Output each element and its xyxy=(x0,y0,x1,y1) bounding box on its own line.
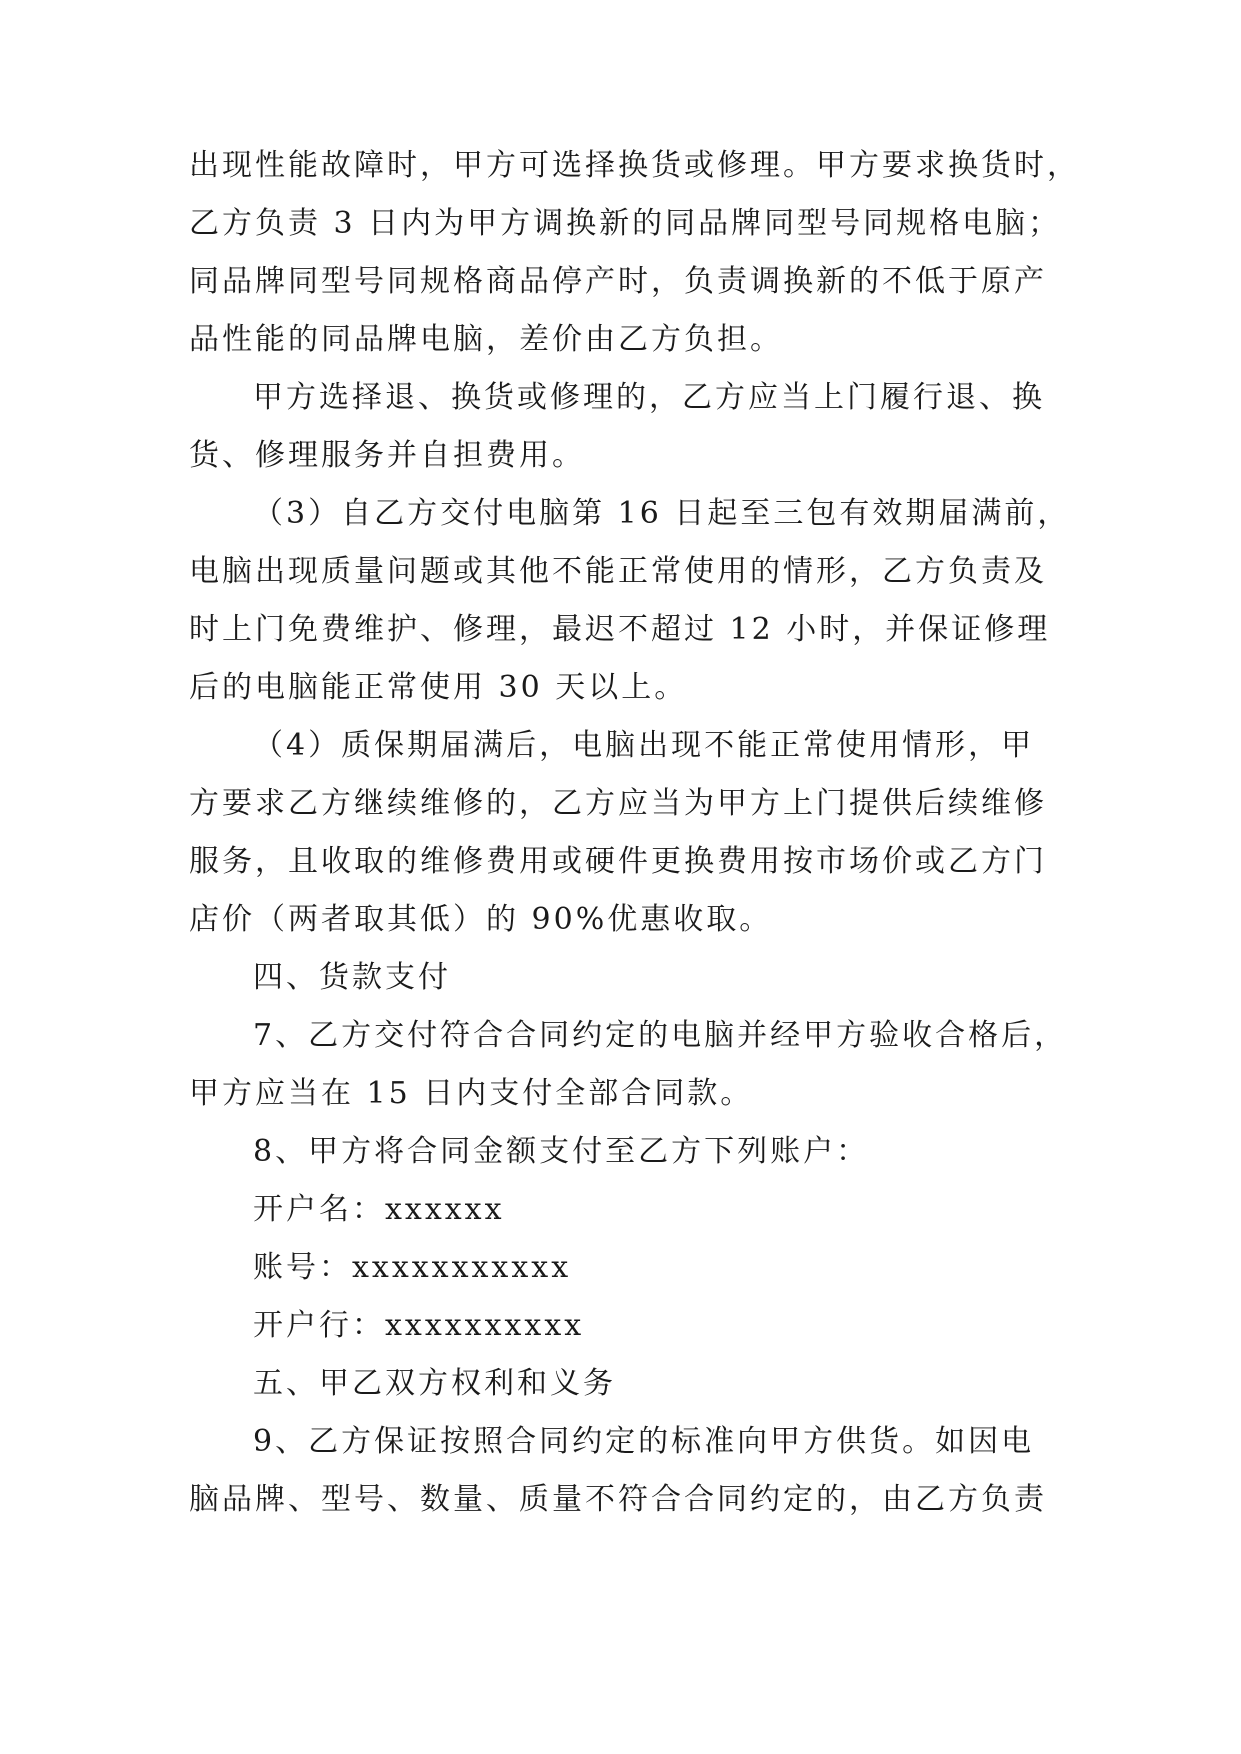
paragraph-start-line: 8、甲方将合同金额支付至乙方下列账户： xyxy=(253,1134,870,1169)
text-line: 脑品牌、型号、数量、质量不符合合同约定的，由乙方负责 xyxy=(189,1482,1047,1517)
paragraph-start-line: 9、乙方保证按照合同约定的标准向甲方供货。如因电 xyxy=(253,1424,1035,1459)
section-heading: 四、货款支付 xyxy=(253,960,451,995)
text-line: 乙方负责 3 日内为甲方调换新的同品牌同型号同规格电脑； xyxy=(189,206,1062,241)
text-line: 甲方应当在 15 日内支付全部合同款。 xyxy=(189,1076,754,1111)
text-line: 货、修理服务并自担费用。 xyxy=(189,438,585,473)
text-line: 方要求乙方继续维修的，乙方应当为甲方上门提供后续维修 xyxy=(189,786,1047,821)
text-line: 服务，且收取的维修费用或硬件更换费用按市场价或乙方门 xyxy=(189,844,1047,879)
text-line: 时上门免费维护、修理，最迟不超过 12 小时，并保证修理 xyxy=(189,612,1051,647)
account-name-line: 开户名：xxxxxx xyxy=(253,1192,505,1227)
paragraph-start-line: （4）质保期届满后，电脑出现不能正常使用情形，甲 xyxy=(253,728,1035,763)
text-line: 电脑出现质量问题或其他不能正常使用的情形，乙方负责及 xyxy=(189,554,1047,589)
text-line: 出现性能故障时，甲方可选择换货或修理。甲方要求换货时， xyxy=(189,148,1080,183)
text-line: 店价（两者取其低）的 90%优惠收取。 xyxy=(189,902,773,937)
text-line: 后的电脑能正常使用 30 天以上。 xyxy=(189,670,688,705)
paragraph-start-line: 7、乙方交付符合合同约定的电脑并经甲方验收合格后， xyxy=(253,1018,1068,1053)
account-number-line: 账号：xxxxxxxxxxx xyxy=(253,1250,572,1285)
text-line: 同品牌同型号同规格商品停产时，负责调换新的不低于原产 xyxy=(189,264,1047,299)
paragraph-start-line: （3）自乙方交付电脑第 16 日起至三包有效期届满前， xyxy=(253,496,1071,531)
section-heading: 五、甲乙双方权利和义务 xyxy=(253,1366,616,1401)
paragraph-start-line: 甲方选择退、换货或修理的，乙方应当上门履行退、换 xyxy=(253,380,1045,415)
text-line: 品性能的同品牌电脑，差价由乙方负担。 xyxy=(189,322,783,357)
account-bank-line: 开户行：xxxxxxxxxx xyxy=(253,1308,585,1343)
